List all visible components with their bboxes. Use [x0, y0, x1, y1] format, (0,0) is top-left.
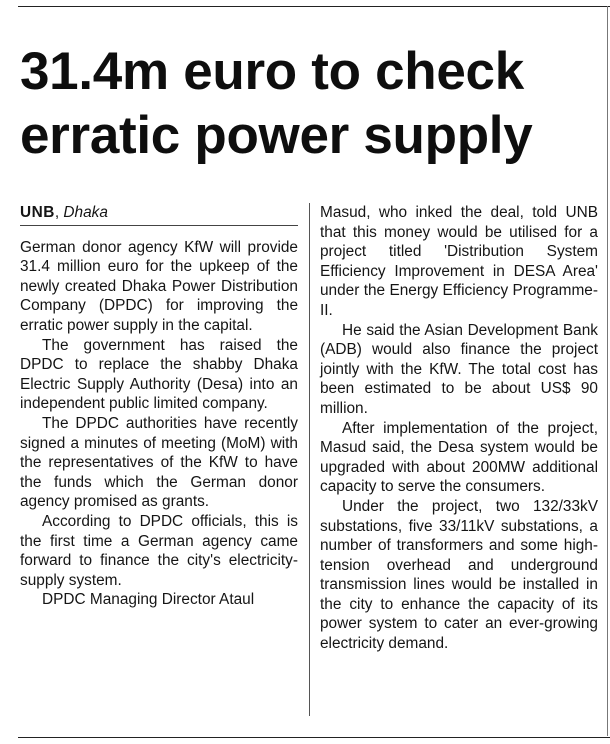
paragraph-left-4: According to DPDC officials, this is the first time a German agency came forward to finance the city's electricity- supply system. — [20, 512, 298, 589]
headline — [20, 40, 605, 168]
bottom-rule — [18, 737, 610, 738]
paragraph-right-1: Masud, who inked the deal, told UNB that this money would be utilised for a project titled 'Distribution System Efficiency Improvement in DESA Area' under the Energy Efficiency Programme-II. — [320, 204, 598, 319]
top-rule — [18, 6, 610, 7]
article-column-left — [20, 203, 298, 610]
paragraph-left-5: DPDC Managing Director Ataul — [42, 591, 255, 609]
right-edge-rule — [607, 6, 608, 736]
byline-agency: UNB — [20, 204, 55, 221]
paragraph-right-4: Under the project, two 132/33kV substations, five 33/11kV substations, a number of transformers and some high-tension overhead and underground transmission lines would be installed in the city to enhance the capacity of its power system to cater an ever-growing electricity demand. — [320, 497, 598, 653]
paragraph-left-2: The government has raised the DPDC to replace the shabby Dhaka Electric Supply Authority (Desa) into an independent public limited company. — [20, 336, 298, 413]
paragraph-left-3: The DPDC authorities have recently signed a minutes of meeting (MoM) with the representatives of the KfW to have the funds which the German donor agency promised as grants. — [20, 414, 298, 511]
byline-place: Dhaka — [63, 204, 108, 221]
article-column-right — [320, 203, 598, 654]
headline-line-2: erratic power supply — [20, 106, 533, 165]
byline-separator: , — [54, 204, 64, 221]
byline — [20, 203, 298, 226]
paragraph-left-1: German donor agency KfW will provide 31.4 million euro for the upkeep of the newly created Dhaka Power Distribution Company (DPDC) for improving the erratic power supply in the capital. — [20, 238, 298, 334]
paragraph-right-2: He said the Asian Development Bank (ADB) would also finance the project jointly with the KfW. The total cost has been estimated to be about US$ 90 million. — [320, 321, 598, 417]
paragraph-right-3: After implementation of the project, Masud said, the Desa system would be upgraded with about 200MW additional capacity to serve the consumers. — [320, 419, 598, 496]
column-divider — [309, 203, 310, 716]
headline-line-1: 31.4m euro to check — [20, 42, 524, 101]
